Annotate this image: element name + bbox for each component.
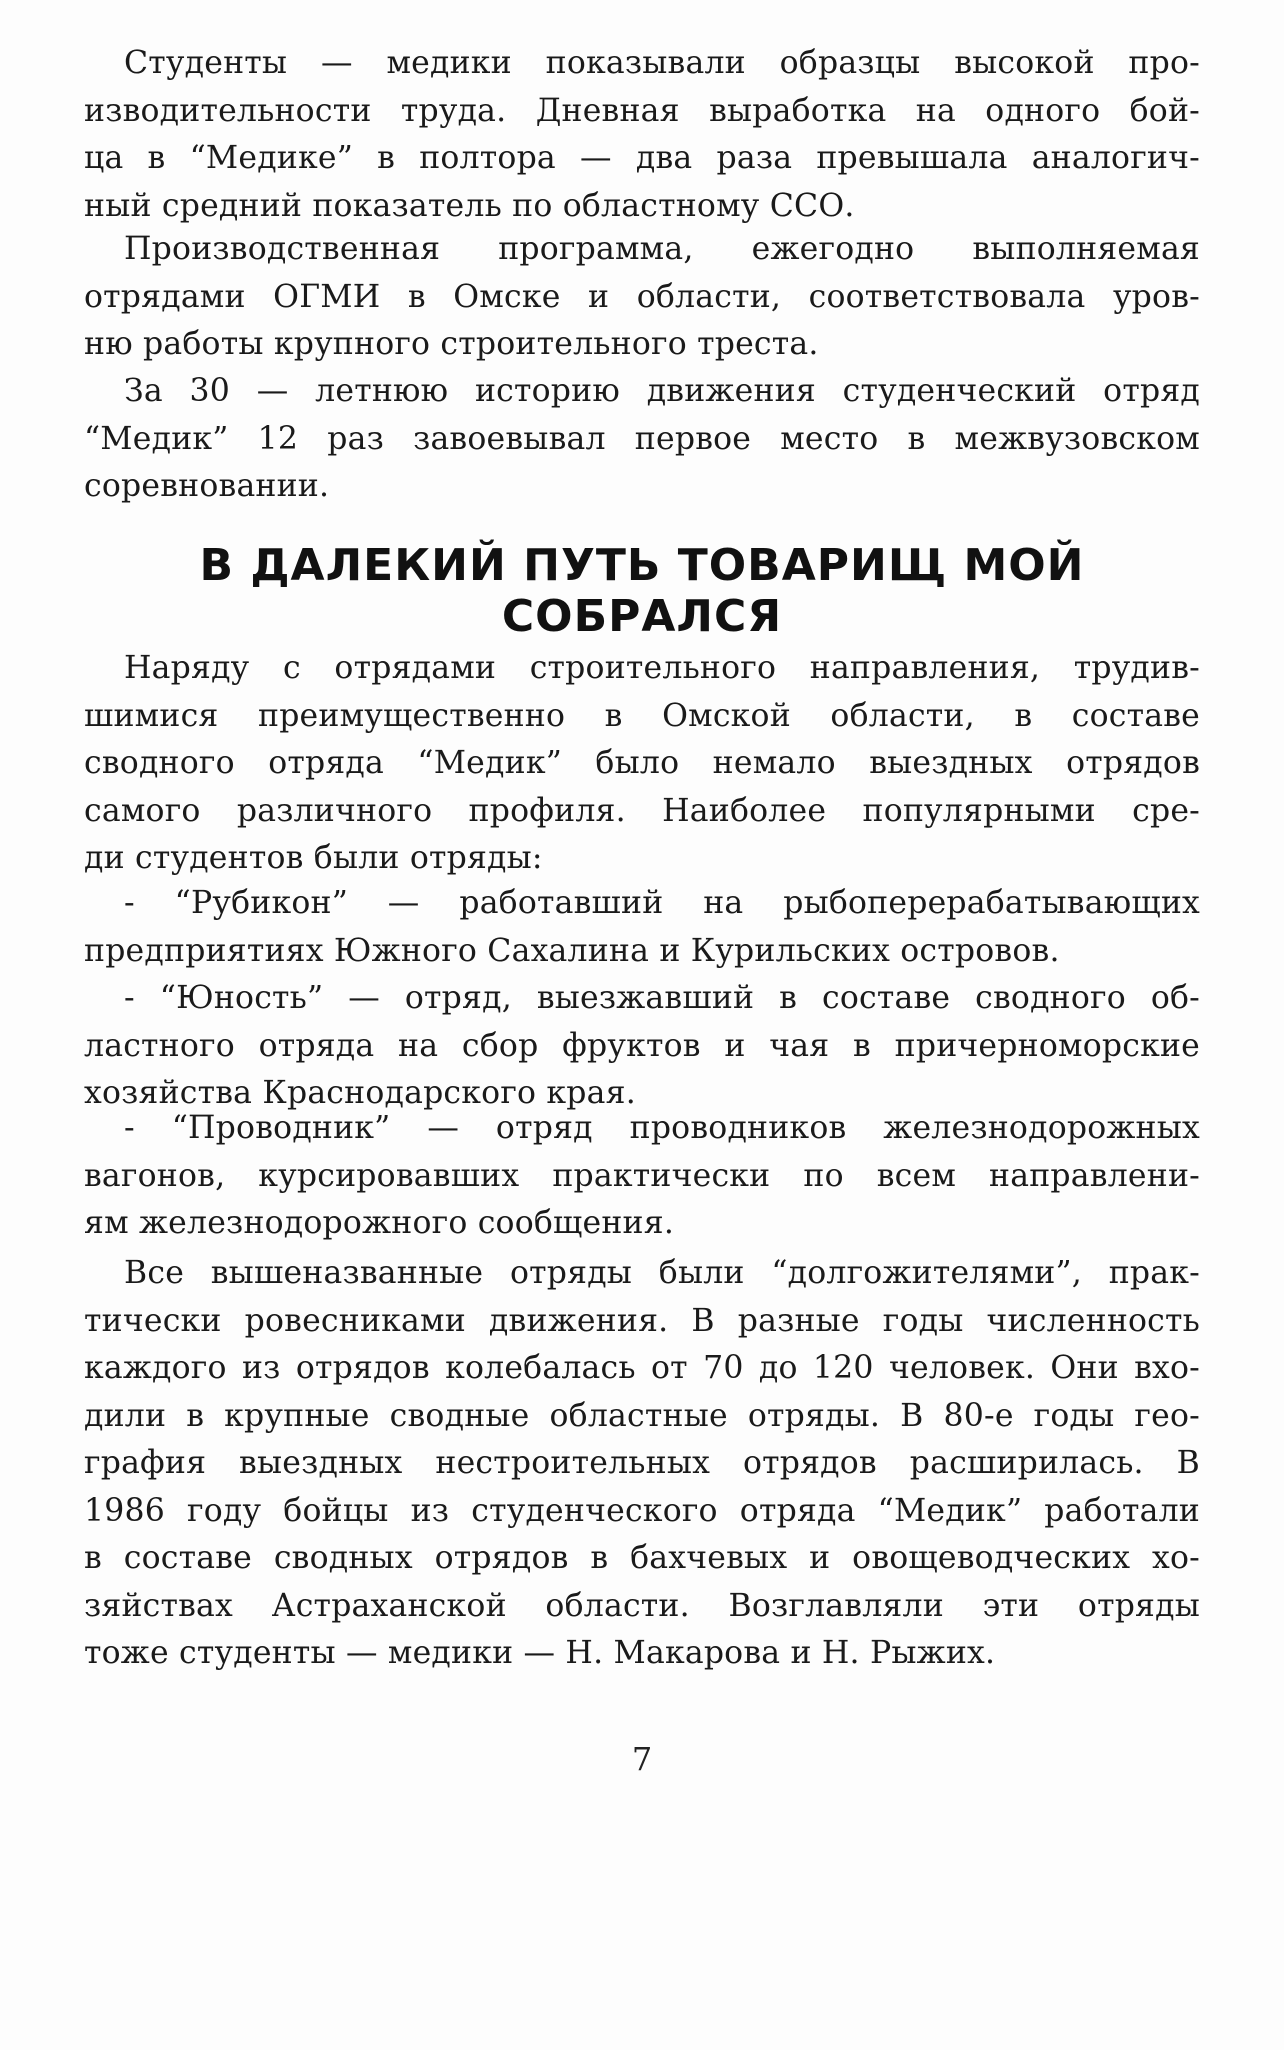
text-line: Производственная программа, ежегодно выполняемая bbox=[124, 231, 1200, 267]
text-line: каждого из отрядов колебалась от 70 до 120 человек. Они вхо- bbox=[84, 1350, 1200, 1386]
text-line: - “Юность” — отряд, выезжавший в составе сводного об- bbox=[124, 980, 1200, 1016]
text-line: вагонов, курсировавших практически по всем направлени- bbox=[84, 1157, 1200, 1194]
text-line: тически ровесниками движения. В разные годы численность bbox=[84, 1302, 1200, 1339]
text-line: шимися преимущественно в Омской области, в составе bbox=[84, 697, 1200, 734]
text-line: сводного отряда “Медик” было немало выездных отрядов bbox=[84, 745, 1200, 781]
text-line: изводительности труда. Дневная выработка на одного бой- bbox=[84, 92, 1200, 129]
text-line: - “Проводник” — отряд проводников железнодорожных bbox=[124, 1110, 1200, 1146]
text-line: отрядами ОГМИ в Омске и области, соответствовала уров- bbox=[84, 278, 1200, 315]
text-line: зяйствах Астраханской области. Возглавляли эти отряды bbox=[84, 1587, 1200, 1624]
list-item-yunost bbox=[84, 975, 1200, 1118]
text-line: ца в “Медике” в полтора — два раза превышала аналогич- bbox=[84, 140, 1200, 176]
text-line: предприятиях Южного Сахалина и Курильских островов. bbox=[84, 932, 1060, 969]
text-line: самого различного профиля. Наиболее популярными сре- bbox=[84, 792, 1200, 829]
paragraph-long-lived bbox=[84, 1250, 1200, 1678]
text-line: соревновании. bbox=[84, 468, 330, 504]
text-line: ню работы крупного строительного треста. bbox=[84, 326, 819, 362]
text-line: ям железнодорожного сообщения. bbox=[84, 1205, 675, 1241]
text-line: За 30 — летнюю историю движения студенческий отряд bbox=[124, 373, 1200, 409]
section-heading: В ДАЛЕКИЙ ПУТЬ ТОВАРИЩ МОЙ СОБРАЛСЯ bbox=[199, 540, 1085, 642]
paragraph-program bbox=[84, 226, 1200, 369]
paragraph-competition bbox=[84, 368, 1200, 511]
text-line: в составе сводных отрядов в бахчевых и овощеводческих хо- bbox=[84, 1540, 1200, 1576]
text-line: 1986 году бойцы из студенческого отряда “Медик” работали bbox=[84, 1492, 1200, 1529]
text-line: дили в крупные сводные областные отряды. В 80-е годы гео- bbox=[84, 1397, 1200, 1434]
list-item-rubikon bbox=[84, 880, 1200, 975]
list-item-provodnik bbox=[84, 1105, 1200, 1248]
text-line: хозяйства Краснодарского края. bbox=[84, 1075, 636, 1111]
text-line: ластного отряда на сбор фруктов и чая в причерноморские bbox=[84, 1027, 1200, 1064]
paragraph-intro-detachments bbox=[84, 645, 1200, 883]
text-line: тоже студенты — медики — Н. Макарова и Н. Рыжих. bbox=[84, 1635, 996, 1671]
text-line: - “Рубикон” — работавший на рыбоперерабатывающих bbox=[124, 885, 1200, 921]
text-line: Наряду с отрядами строительного направления, трудив- bbox=[124, 650, 1200, 686]
text-line: графия выездных нестроительных отрядов расширилась. В bbox=[84, 1445, 1200, 1481]
text-line: “Медик” 12 раз завоевывал первое место в межвузовском bbox=[84, 420, 1200, 457]
text-line: ный средний показатель по областному ССО. bbox=[84, 187, 855, 224]
text-line: ди студентов были отряды: bbox=[84, 840, 543, 876]
page-number: 7 bbox=[631, 1740, 653, 1778]
text-line: Все вышеназванные отряды были “долгожителями”, прак- bbox=[124, 1255, 1200, 1291]
text-line: Студенты — медики показывали образцы высокой про- bbox=[124, 45, 1200, 81]
paragraph-productivity bbox=[84, 40, 1200, 230]
